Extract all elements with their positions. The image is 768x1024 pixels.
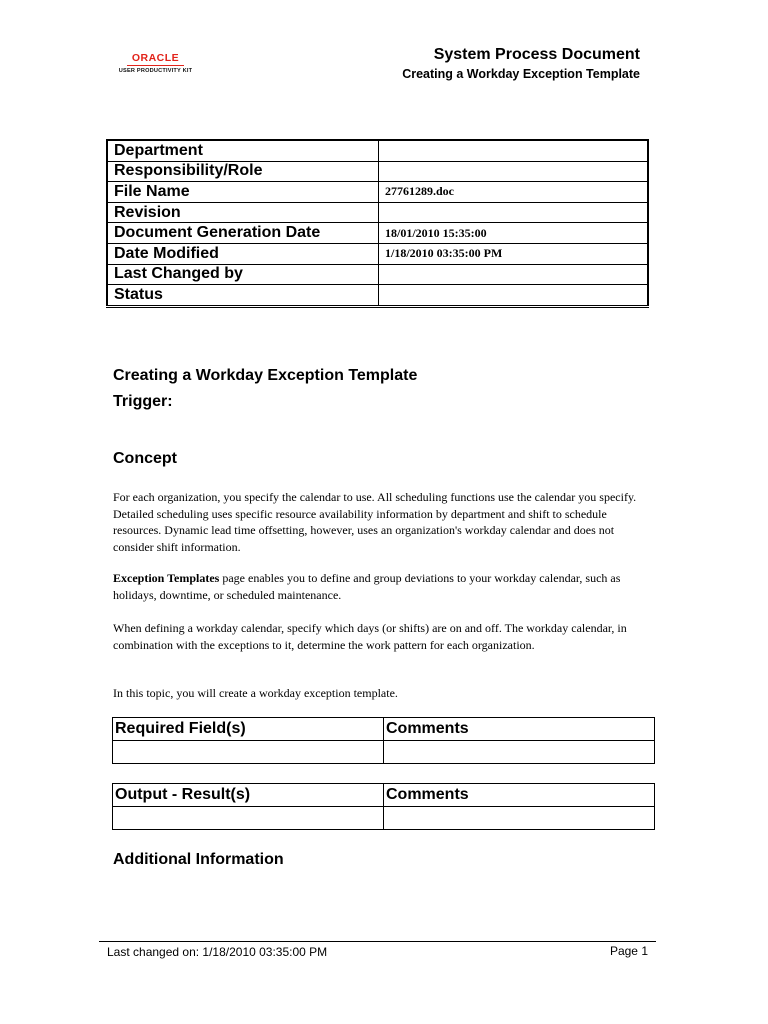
meta-value: 18/01/2010 15:35:00 <box>379 223 649 244</box>
table-header-row <box>113 784 655 807</box>
paragraph-text: page enables you to define and group deviations to your workday calendar, such as holidays, downtime, or scheduled maintenance. <box>113 571 621 602</box>
concept-paragraph-1: For each organization, you specify the calendar to use. All scheduling functions use the calendar you specify. Detailed scheduling uses specific resource availability information by department and shift to schedule resources. Dynamic lead time offsetting, however, uses an organization's workday calendar and does not consider shift information. <box>113 490 637 554</box>
meta-value <box>379 264 649 285</box>
meta-value <box>379 161 649 182</box>
document-subtitle: Creating a Workday Exception Template <box>402 67 640 81</box>
table-row <box>113 741 655 764</box>
topic-heading: Creating a Workday Exception Template <box>113 367 418 384</box>
column-header-output-results: Output - Result(s) <box>113 784 384 807</box>
column-header-comments: Comments <box>384 784 655 807</box>
meta-label: File Name <box>107 182 379 203</box>
trigger-heading: Trigger: <box>113 393 173 410</box>
meta-value <box>379 202 649 223</box>
column-header-comments: Comments <box>384 718 655 741</box>
meta-label: Document Generation Date <box>107 223 379 244</box>
meta-label: Last Changed by <box>107 264 379 285</box>
table-row <box>107 243 648 264</box>
table-row <box>107 285 648 307</box>
meta-label: Revision <box>107 202 379 223</box>
concept-heading: Concept <box>113 450 177 467</box>
additional-information-heading: Additional Information <box>113 851 284 868</box>
table-row <box>113 807 655 830</box>
footer-page-number: Page 1 <box>609 944 648 958</box>
table-row <box>107 182 648 203</box>
table-cell <box>384 807 655 830</box>
output-results-table <box>112 783 655 830</box>
footer-last-changed: Last changed on: 1/18/2010 03:35:00 PM <box>107 945 328 959</box>
column-header-required-fields: Required Field(s) <box>113 718 384 741</box>
required-fields-table <box>112 717 655 764</box>
meta-label: Responsibility/Role <box>107 161 379 182</box>
logo-divider <box>127 65 184 66</box>
table-cell <box>113 741 384 764</box>
exception-templates-term: Exception Templates <box>113 571 220 585</box>
table-cell <box>113 807 384 830</box>
meta-label: Date Modified <box>107 243 379 264</box>
logo-brand: ORACLE <box>131 52 180 64</box>
concept-paragraph-4: In this topic, you will create a workday exception template. <box>113 686 398 700</box>
meta-value: 27761289.doc <box>379 182 649 203</box>
concept-paragraph-3: When defining a workday calendar, specify which days (or shifts) are on and off. The workday calendar, in combination with the exceptions to it, determine the work pattern for each organization. <box>113 621 627 652</box>
meta-label: Department <box>107 140 379 161</box>
document-metadata-table <box>106 139 649 308</box>
table-row <box>107 223 648 244</box>
table-row <box>107 202 648 223</box>
document-type-title: System Process Document <box>433 46 640 63</box>
footer-divider <box>99 941 656 942</box>
table-cell <box>384 741 655 764</box>
meta-value <box>379 285 649 307</box>
table-row <box>107 161 648 182</box>
logo-subtitle: USER PRODUCTIVITY KIT <box>118 68 193 74</box>
concept-paragraph-2 <box>113 570 653 603</box>
meta-label: Status <box>107 285 379 307</box>
meta-value <box>379 140 649 161</box>
meta-value: 1/18/2010 03:35:00 PM <box>379 243 649 264</box>
table-row <box>107 140 648 161</box>
table-header-row <box>113 718 655 741</box>
oracle-upk-logo <box>107 46 204 84</box>
table-row <box>107 264 648 285</box>
